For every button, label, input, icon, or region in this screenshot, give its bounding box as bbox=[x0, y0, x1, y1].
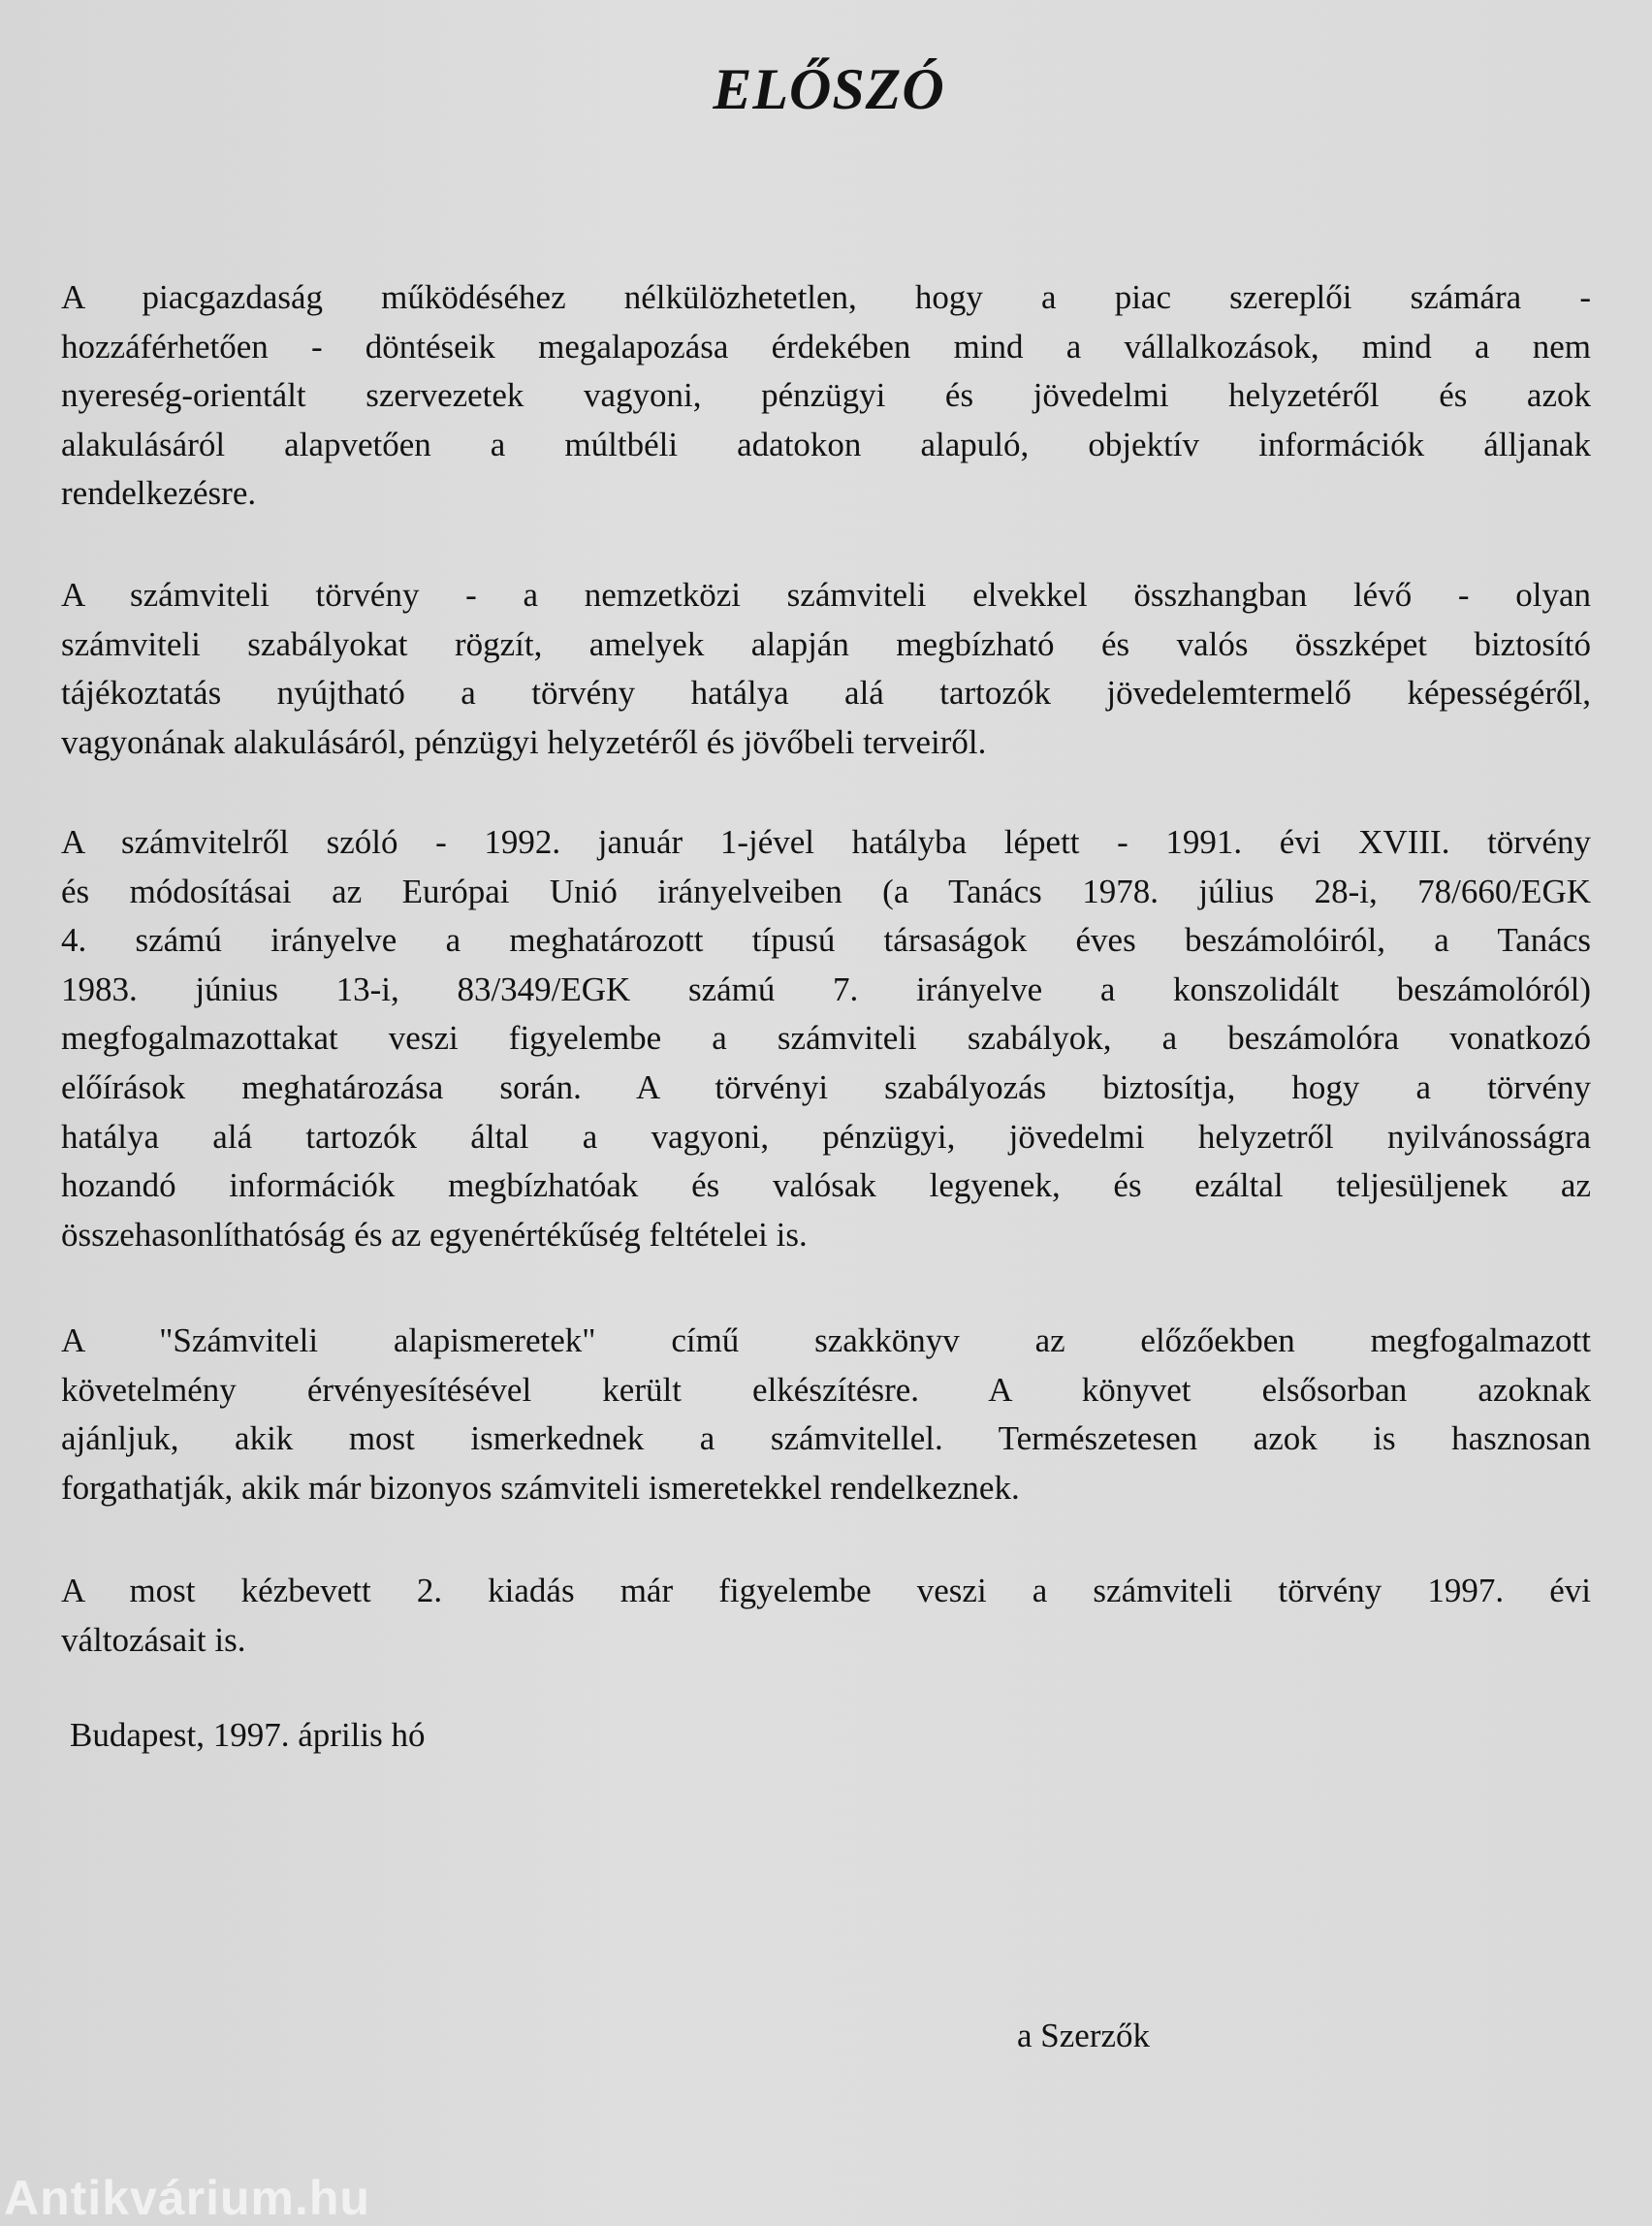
watermark: Antikvárium.hu bbox=[4, 2171, 370, 2225]
text-line: változásait is. bbox=[61, 1620, 246, 1659]
text-line: 4. számú irányelve a meghatározott típusú társaságok éves beszámolóiról, a Tanács bbox=[61, 921, 1591, 960]
text-line: és módosításai az Európai Unió irányelveiben (a Tanács 1978. július 28-i, 78/660/EGK bbox=[61, 872, 1591, 910]
text-line: rendelkezésre. bbox=[61, 474, 257, 513]
text-line: tájékoztatás nyújtható a törvény hatálya alá tartozók jövedelemtermelő képességéről, bbox=[61, 674, 1591, 713]
text-line: hozandó információk megbízhatóak és valósak legyenek, és ezáltal teljesüljenek az bbox=[61, 1166, 1591, 1205]
text-line: A most kézbevett 2. kiadás már figyelembe veszi a számviteli törvény 1997. évi bbox=[61, 1572, 1591, 1609]
text-line: hatálya alá tartozók által a vagyoni, pénzügyi, jövedelmi helyzetről nyilvánosságra bbox=[61, 1117, 1591, 1156]
text-line: hozzáférhetően - döntéseik megalapozása érdekében mind a vállalkozások, mind a nem bbox=[61, 327, 1591, 366]
date-line: Budapest, 1997. április hó bbox=[70, 1716, 426, 1754]
text-line: megfogalmazottakat veszi figyelembe a számviteli szabályok, a beszámolóra vonatkozó bbox=[61, 1019, 1591, 1058]
text-line: előírások meghatározása során. A törvényi szabályozás biztosítja, hogy a törvény bbox=[61, 1067, 1591, 1106]
page-title: ELŐSZÓ bbox=[713, 57, 945, 121]
text-line: 1983. június 13-i, 83/349/EGK számú 7. irányelve a konszolidált beszámolóról) bbox=[61, 970, 1591, 1008]
text-line: alakulásáról alapvetően a múltbéli adatokon alapuló, objektív információk álljanak bbox=[61, 425, 1591, 463]
text-line: számviteli szabályokat rögzít, amelyek alapján megbízható és valós összképet biztosító bbox=[61, 624, 1591, 663]
signature: a Szerzők bbox=[1017, 2017, 1151, 2054]
text-line: A számvitelről szóló - 1992. január 1-jével hatályba lépett - 1991. évi XVIII. törvény bbox=[61, 823, 1591, 861]
paragraph-2 bbox=[61, 571, 1591, 767]
text-line: követelmény érvényesítésével került elkészítésre. A könyvet elsősorban azoknak bbox=[61, 1370, 1591, 1409]
text-line: vagyonának alakulásáról, pénzügyi helyzetéről és jövőbeli terveiről. bbox=[61, 722, 987, 761]
text-line: ajánljuk, akik most ismerkednek a számvitellel. Természetesen azok is hasznosan bbox=[61, 1419, 1591, 1458]
text-line: A "Számviteli alapismeretek" című szakkönyv az előzőekben megfogalmazott bbox=[61, 1321, 1591, 1359]
text-line: A számviteli törvény - a nemzetközi számviteli elvekkel összhangban lévő - olyan bbox=[61, 576, 1591, 614]
text-line: összehasonlíthatóság és az egyenértékűség feltételei is. bbox=[61, 1215, 808, 1254]
text-line: A piacgazdaság működéséhez nélkülözhetetlen, hogy a piac szereplői számára - bbox=[61, 278, 1591, 316]
paragraph-3 bbox=[61, 818, 1591, 1259]
paragraph-4 bbox=[61, 1317, 1591, 1512]
text-line: nyereség-orientált szervezetek vagyoni, pénzügyi és jövedelmi helyzetéről és azok bbox=[61, 376, 1591, 415]
paragraph-1 bbox=[61, 273, 1591, 519]
text-line: forgathatják, akik már bizonyos számviteli ismeretekkel rendelkeznek. bbox=[61, 1468, 1020, 1507]
paragraph-5 bbox=[61, 1567, 1591, 1665]
